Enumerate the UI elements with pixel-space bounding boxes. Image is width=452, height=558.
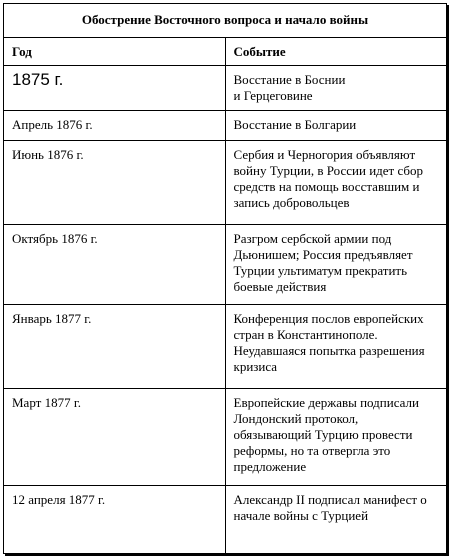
table-row: [4, 110, 446, 140]
table-row: [4, 65, 446, 110]
table-row: [4, 140, 446, 224]
row-year: 12 апреля 1877 г.: [4, 485, 225, 555]
events-table: [4, 4, 446, 555]
row-event: Сербия и Черногория объявляют войну Турции, в России идет сбор средств на помощь восставшим и запись добровольцев: [225, 140, 446, 224]
table-row: [4, 304, 446, 388]
header-event: Событие: [225, 37, 446, 65]
row-event: Восстание в Болгарии: [225, 110, 446, 140]
row-year: Октябрь 1876 г.: [4, 224, 225, 304]
title-row: [4, 4, 446, 37]
table-row: [4, 388, 446, 485]
table-title: Обострение Восточного вопроса и начало войны: [4, 4, 446, 37]
header-row: [4, 37, 446, 65]
row-event: Александр II подписал манифест о начале войны с Турцией: [225, 485, 446, 555]
table-frame: [3, 3, 447, 554]
row-year: Июнь 1876 г.: [4, 140, 225, 224]
row-year: Апрель 1876 г.: [4, 110, 225, 140]
table-row: [4, 485, 446, 555]
header-year: Год: [4, 37, 225, 65]
table-row: [4, 224, 446, 304]
row-event: Конференция послов европейских стран в Константинополе. Неудавшаяся попытка разрешения кризиса: [225, 304, 446, 388]
row-year: Март 1877 г.: [4, 388, 225, 485]
row-year: Январь 1877 г.: [4, 304, 225, 388]
row-event: Восстание в Боснии и Герцеговине: [225, 65, 446, 110]
row-event: Европейские державы подписали Лондонский протокол, обязывающий Турцию провести реформы, но та отвергла это предложение: [225, 388, 446, 485]
row-event: Разгром сербской армии под Дьюнишем; Россия предъявляет Турции ультиматум прекратить боевые действия: [225, 224, 446, 304]
row-year: 1875 г.: [4, 65, 225, 110]
